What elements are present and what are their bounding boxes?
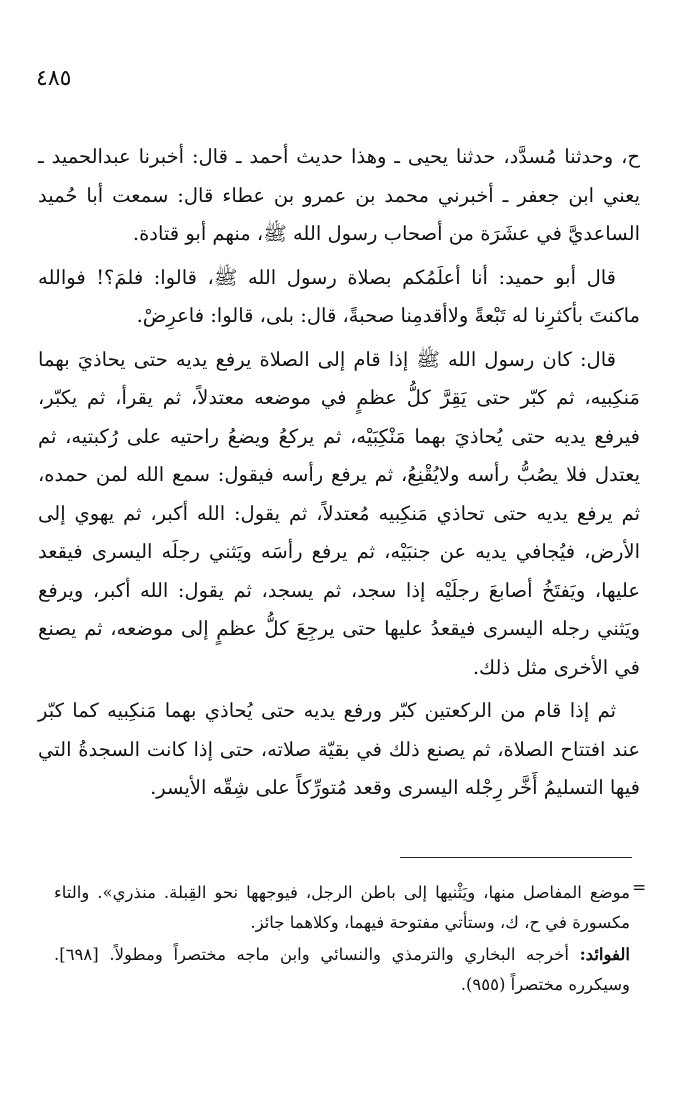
paragraph-isnad: ح، وحدثنا مُسدَّد، حدثنا يحيى ـ وهذا حديث أحمد ـ قال: أخبرنا عبدالحميد ـ يعني ابن جعفر ـ أخبرني محمد بن عمرو بن عطاء قال: سمعت أبا حُميد الساعديَّ في عشَرَة من أصحاب رسول الله ﷺ، منهم أبو قتادة. — [38, 145, 640, 245]
footnote-benefits — [54, 940, 630, 1000]
paragraph-prayer-description: قال: كان رسول الله ﷺ إذا قام إلى الصلاة يرفع يديه حتى يحاذيَ بهما مَنكِبيه، ثم كبّر حتى يَقِرَّ كلُّ عظمٍ في موضعه معتدلاً، ثم يقرأ، ثم يكبّر، فيرفع يديه حتى يُحاذيَ بهما مَنْكِبَيْه، ثم يركعُ ويضعُ راحتيه على رُكبتيه، ثم يعتدل فلا يصُبُّ رأسه ولايُقْنِعُ، ثم يرفع رأسه فيقول: سمع الله لمن حمده، ثم يرفع يديه حتى تحاذي مَنكِبيه مُعتدلاً، ثم يقول: الله أكبر، ثم يهوي إلى الأرض، فيُجافي يديه عن جنبَيْه، ثم يرفع رأسَه ويَثني رجلَه اليسرى فيقعد عليها، ويَفتَخُ أصابعَ رجلَيْه إذا سجد، ثم يسجد، ثم يقول: الله أكبر، ويرفع ويَثني رجله اليسرى فيقعدُ عليها حتى يرجِعَ كلُّ عظمٍ إلى موضعه، ثم يصنع في الأخرى مثل ذلك. — [38, 347, 640, 679]
footnote-continuation-marker: = — [632, 878, 647, 898]
footnotes — [54, 878, 630, 1002]
paragraph-abu-humaid: قال أبو حميد: أنا أعلَمُكم بصلاة رسول الله ﷺ، قالوا: فلمَ؟! فوالله ماكنتَ بأكثرِنا له تَبْعةً ولاأقدمِنا صحبةً، قال: بلى، قالوا: فاعرِضْ. — [38, 265, 640, 327]
benefits-label: الفوائد: — [579, 945, 630, 964]
benefits-text: أخرجه البخاري والترمذي والنسائي وابن ماجه مختصراً ومطولاً. [٦٩٨]. وسيكرره مختصراً (٩٥٥). — [54, 945, 630, 994]
footnote-divider — [400, 857, 632, 858]
main-text — [38, 138, 640, 813]
page-number: ٤٨٥ — [36, 66, 72, 91]
footnote-continuation: موضع المفاصل منها، ويَثْنيها إلى باطن الرجل، فيوجهها نحو القِبلة. منذري». والتاء مكسورة في ح، ك، وستأتي مفتوحة فيهما، وكلاهما جائز. — [54, 883, 630, 932]
paragraph-tashahhud: ثم إذا قام من الركعتين كبّر ورفع يديه حتى يُحاذي بهما مَنكِبيه كما كبّر عند افتتاح الصلاة، ثم يصنع ذلك في بقيّة صلاته، حتى إذا كانت السجدةُ التي فيها التسليمُ أَخَّر رِجْله اليسرى وقعد مُتورِّكاً على شِقّه الأيسر. — [38, 699, 640, 799]
